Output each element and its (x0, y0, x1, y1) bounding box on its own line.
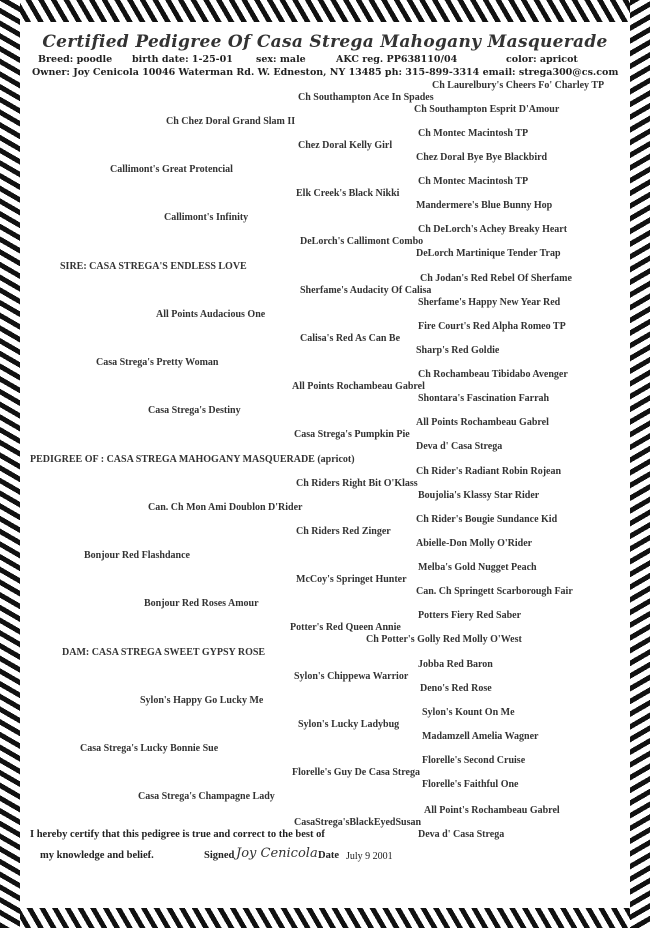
pedigree-entry: Chez Doral Bye Bye Blackbird (416, 152, 548, 163)
pedigree-entry: Casa Strega's Champagne Lady (138, 791, 275, 802)
pedigree-entry: Potter's Red Queen Annie (290, 622, 401, 633)
pedigree-entry: Ch Rider's Radiant Robin Rojean (416, 466, 562, 477)
pedigree-entry: Ch Chez Doral Grand Slam II (166, 116, 296, 127)
pedigree-entry: Ch Montec Macintosh TP (418, 128, 529, 139)
pedigree-entry: Ch DeLorch's Achey Breaky Heart (418, 224, 568, 235)
pedigree-entry: Sylon's Kount On Me (422, 707, 515, 718)
pedigree-entry: All Points Rochambeau Gabrel (416, 417, 549, 428)
pedigree-entry: Casa Strega's Pumpkin Pie (294, 429, 410, 440)
pedigree-entry: Casa Strega's Lucky Bonnie Sue (80, 743, 219, 754)
pedigree-entry: All Point's Rochambeau Gabrel (424, 805, 560, 816)
akc-reg-field: AKC reg. PP638110/04 (336, 54, 458, 65)
pedigree-entry: Ch Potter's Golly Red Molly O'West (366, 634, 522, 645)
pedigree-entry: Florelle's Second Cruise (422, 755, 526, 766)
pedigree-entry: DeLorch Martinique Tender Trap (416, 248, 561, 259)
certification-statement-line1: I hereby certify that this pedigree is true and correct to the best of (30, 829, 325, 840)
pedigree-entry: Florelle's Guy De Casa Strega (292, 767, 420, 778)
pedigree-entry: Bonjour Red Roses Amour (144, 598, 259, 609)
pedigree-entry: Calisa's Red As Can Be (300, 333, 401, 344)
color-field: color: apricot (506, 54, 578, 65)
pedigree-entry: Florelle's Faithful One (422, 779, 519, 790)
pedigree-entry: Ch Laurelbury's Cheers Fo' Charley TP (432, 80, 605, 91)
pedigree-entry: Ch Riders Red Zinger (296, 526, 391, 537)
pedigree-entry: Deva d' Casa Strega (416, 441, 503, 452)
decorative-border-bottom (0, 908, 650, 928)
pedigree-entry: Sherfame's Happy New Year Red (418, 297, 561, 308)
birth-date-field: birth date: 1-25-01 (132, 54, 233, 65)
pedigree-subject: PEDIGREE OF : CASA STREGA MAHOGANY MASQUERADE (apricot) (30, 454, 355, 465)
pedigree-entry: Fire Court's Red Alpha Romeo TP (418, 321, 566, 332)
pedigree-entry: Callimont's Infinity (164, 212, 249, 223)
pedigree-entry: Melba's Gold Nugget Peach (418, 562, 537, 573)
pedigree-entry: Can. Ch Mon Ami Doublon D'Rider (148, 502, 303, 513)
owner-field: Owner: Joy Cenicola 10046 Waterman Rd. W. Edneston, NY 13485 ph: 315-899-3314 email: strega300@cs.com (32, 67, 619, 78)
pedigree-entry: CasaStrega'sBlackEyedSusan (294, 817, 422, 828)
pedigree-entry: Ch Southampton Esprit D'Amour (414, 104, 560, 115)
certification-statement-line2: my knowledge and belief. (40, 850, 154, 861)
pedigree-entry: Callimont's Great Protencial (110, 164, 233, 175)
pedigree-entry: Potters Fiery Red Saber (418, 610, 522, 621)
pedigree-entry: Abielle-Don Molly O'Rider (416, 538, 533, 549)
date-label: Date (318, 850, 339, 861)
pedigree-entry: McCoy's Springet Hunter (296, 574, 407, 585)
pedigree-entry: Boujolia's Klassy Star Rider (418, 490, 540, 501)
pedigree-entry: Chez Doral Kelly Girl (298, 140, 393, 151)
document-title: Certified Pedigree Of Casa Strega Mahogany Masquerade (42, 32, 608, 52)
pedigree-entry: Elk Creek's Black Nikki (296, 188, 400, 199)
pedigree-entry: Sylon's Chippewa Warrior (294, 671, 409, 682)
signed-label: Signed (204, 850, 235, 861)
pedigree-entry: Deno's Red Rose (420, 683, 492, 694)
dam-entry: DAM: CASA STREGA SWEET GYPSY ROSE (62, 647, 266, 658)
pedigree-entry: Ch Rider's Bougie Sundance Kid (416, 514, 558, 525)
decorative-border-right (630, 0, 650, 928)
pedigree-entry: Sharp's Red Goldie (416, 345, 500, 356)
pedigree-entry: Deva d' Casa Strega (418, 829, 505, 840)
pedigree-entry: All Points Rochambeau Gabrel (292, 381, 425, 392)
pedigree-entry: Ch Rochambeau Tibidabo Avenger (418, 369, 568, 380)
pedigree-entry: All Points Audacious One (156, 309, 266, 320)
pedigree-entry: Madamzell Amelia Wagner (422, 731, 539, 742)
pedigree-entry: Ch Riders Right Bit O'Klass (296, 478, 418, 489)
pedigree-document (20, 22, 630, 908)
pedigree-entry: Can. Ch Springett Scarborough Fair (416, 586, 573, 597)
pedigree-entry: Jobba Red Baron (418, 659, 493, 670)
sex-field: sex: male (256, 54, 306, 65)
pedigree-entry: Ch Jodan's Red Rebel Of Sherfame (420, 273, 572, 284)
pedigree-entry: Casa Strega's Pretty Woman (96, 357, 219, 368)
decorative-border-top (0, 0, 650, 22)
sire-entry: SIRE: CASA STREGA'S ENDLESS LOVE (60, 261, 247, 272)
breed-field: Breed: poodle (38, 54, 113, 65)
pedigree-entry: Mandermere's Blue Bunny Hop (416, 200, 553, 211)
pedigree-entry: Sylon's Lucky Ladybug (298, 719, 400, 730)
pedigree-entry: Ch Southampton Ace In Spades (298, 92, 434, 103)
pedigree-entry: DeLorch's Callimont Combo (300, 236, 424, 247)
pedigree-entry: Shontara's Fascination Farrah (418, 393, 550, 404)
decorative-border-left (0, 0, 20, 928)
date-value: July 9 2001 (346, 851, 393, 862)
pedigree-entry: Bonjour Red Flashdance (84, 550, 190, 561)
pedigree-entry: Casa Strega's Destiny (148, 405, 241, 416)
pedigree-entry: Ch Montec Macintosh TP (418, 176, 529, 187)
pedigree-entry: Sylon's Happy Go Lucky Me (140, 695, 264, 706)
owner-signature: Joy Cenicola (236, 846, 318, 861)
pedigree-entry: Sherfame's Audacity Of Calisa (300, 285, 432, 296)
